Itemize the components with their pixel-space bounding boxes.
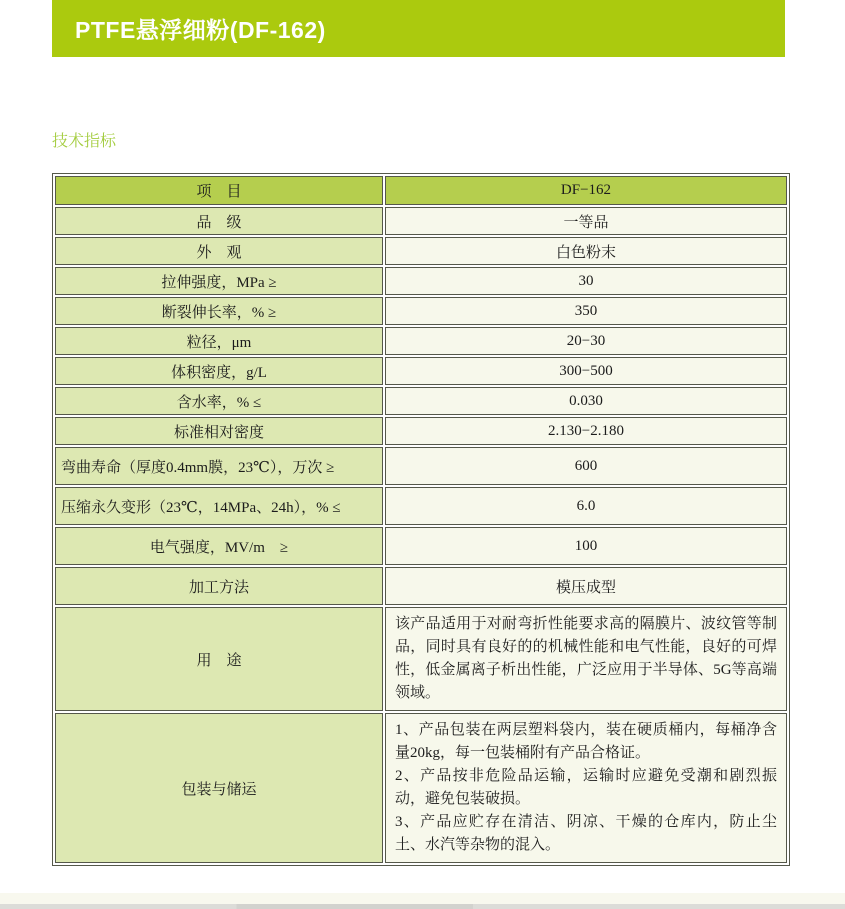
spec-label-cell: 加工方法 xyxy=(55,567,383,605)
spec-value-cell: 600 xyxy=(385,447,787,485)
spec-table-body xyxy=(55,207,787,863)
spec-label-cell: 压缩永久变形（23℃，14MPa、24h），% ≤ xyxy=(55,487,383,525)
page-title: PTFE悬浮细粉(DF-162) xyxy=(75,17,326,43)
spec-label-cell: 含水率，% ≤ xyxy=(55,387,383,415)
table-row xyxy=(55,607,787,711)
table-row xyxy=(55,567,787,605)
table-row xyxy=(55,237,787,265)
spec-value-cell: 1、产品包装在两层塑料袋内，装在硬质桶内，每桶净含量20kg，每一包装桶附有产品合格证。 2、产品按非危险品运输，运输时应避免受潮和剧烈振动，避免包装破损。 3、产品应贮存在清洁、阴凉、干燥的仓库内，防止尘土、水汽等杂物的混入。 xyxy=(385,713,787,863)
spec-value-cell: 30 xyxy=(385,267,787,295)
spec-label-cell: 拉伸强度，MPa ≥ xyxy=(55,267,383,295)
table-row xyxy=(55,297,787,325)
spec-label-cell: 电气强度，MV/m ≥ xyxy=(55,527,383,565)
table-row xyxy=(55,417,787,445)
table-row xyxy=(55,527,787,565)
table-row xyxy=(55,387,787,415)
spec-value-cell: 100 xyxy=(385,527,787,565)
spec-value-cell: 白色粉末 xyxy=(385,237,787,265)
header-grade-cell: DF−162 xyxy=(385,176,787,205)
header-item-cell: 项 目 xyxy=(55,176,383,205)
page-header-banner xyxy=(52,0,785,57)
spec-label-cell: 包装与储运 xyxy=(55,713,383,863)
table-row xyxy=(55,447,787,485)
table-row xyxy=(55,207,787,235)
spec-table xyxy=(52,173,790,866)
spec-value-cell: 20−30 xyxy=(385,327,787,355)
table-row xyxy=(55,267,787,295)
spec-value-cell: 6.0 xyxy=(385,487,787,525)
spec-label-cell: 体积密度，g/L xyxy=(55,357,383,385)
footer-divider xyxy=(0,904,845,909)
spec-value-cell: 该产品适用于对耐弯折性能要求高的隔膜片、波纹管等制品，同时具有良好的的机械性能和电气性能，良好的可焊性，低金属离子析出性能，广泛应用于半导体、5G等高端领域。 xyxy=(385,607,787,711)
table-row xyxy=(55,487,787,525)
footer-strip xyxy=(0,893,845,909)
spec-label-cell: 粒径，μm xyxy=(55,327,383,355)
section-title: 技术指标 xyxy=(52,133,117,150)
spec-label-cell: 标准相对密度 xyxy=(55,417,383,445)
spec-label-cell: 品 级 xyxy=(55,207,383,235)
spec-label-cell: 外 观 xyxy=(55,237,383,265)
spec-value-cell: 350 xyxy=(385,297,787,325)
table-header-row xyxy=(55,176,787,205)
table-row xyxy=(55,357,787,385)
table-row xyxy=(55,713,787,863)
table-row xyxy=(55,327,787,355)
spec-value-cell: 300−500 xyxy=(385,357,787,385)
spec-value-cell: 模压成型 xyxy=(385,567,787,605)
spec-value-cell: 2.130−2.180 xyxy=(385,417,787,445)
spec-label-cell: 断裂伸长率，% ≥ xyxy=(55,297,383,325)
spec-value-cell: 0.030 xyxy=(385,387,787,415)
spec-label-cell: 用 途 xyxy=(55,607,383,711)
spec-label-cell: 弯曲寿命（厚度0.4mm膜，23℃），万次 ≥ xyxy=(55,447,383,485)
spec-value-cell: 一等品 xyxy=(385,207,787,235)
